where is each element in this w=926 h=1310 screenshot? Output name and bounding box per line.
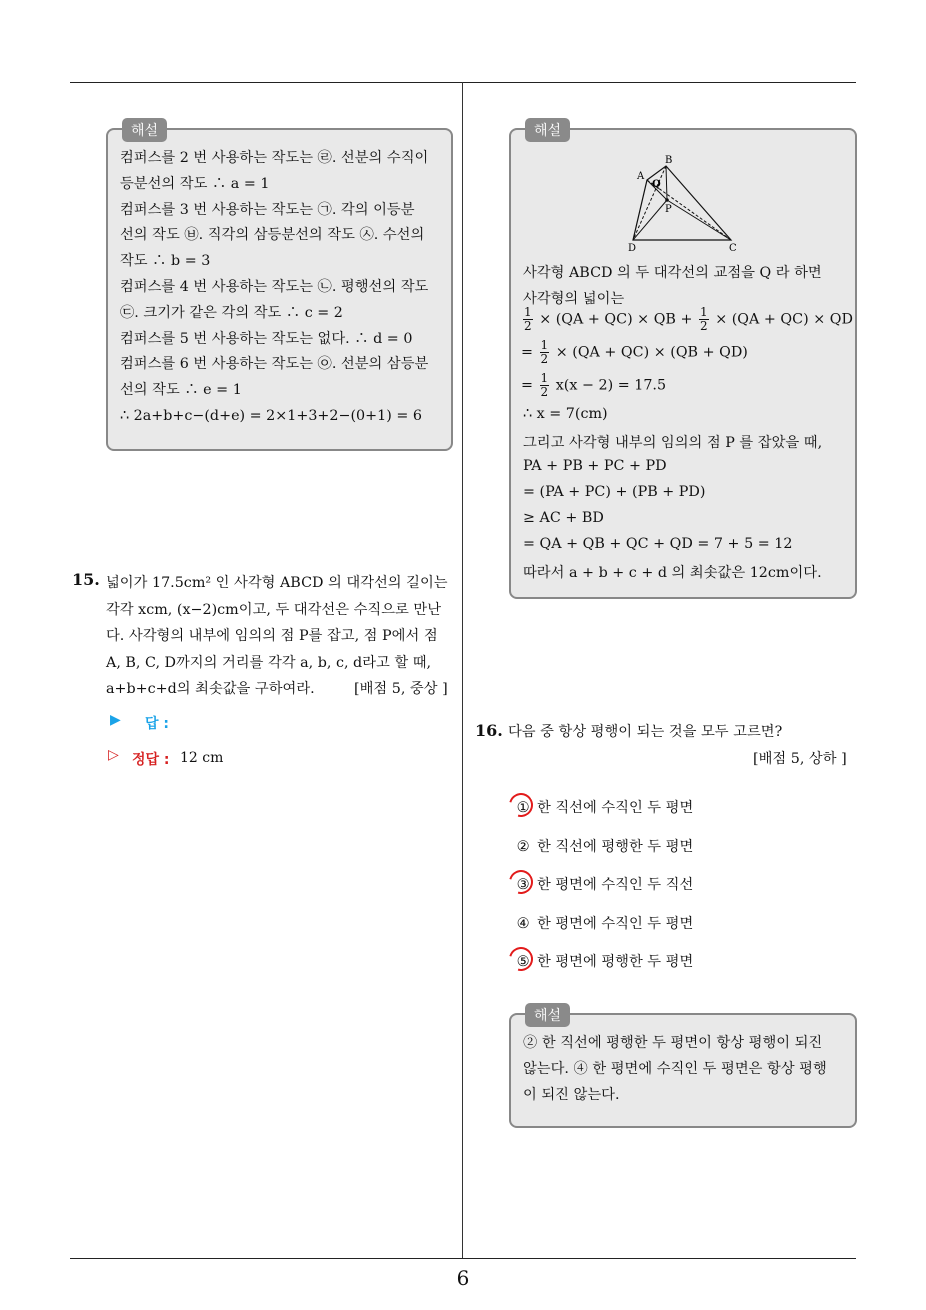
choice-number: ④ bbox=[516, 915, 530, 932]
inequality-1: PA + PB + PC + PD bbox=[523, 458, 667, 474]
fraction-half: $\frac{1}{2}$ bbox=[700, 305, 708, 333]
choice-number: ⑤ bbox=[516, 954, 530, 970]
choice-text: 한 평면에 평행한 두 평면 bbox=[537, 954, 694, 970]
choice-3[interactable] bbox=[513, 874, 693, 894]
label-d: D bbox=[628, 243, 637, 254]
question-16-number: 16. bbox=[475, 721, 503, 740]
quadrilateral-diagram bbox=[611, 152, 771, 262]
label-a: A bbox=[637, 171, 645, 182]
explanation-tag: 해설 bbox=[525, 1003, 570, 1027]
explanation-line: 선의 작도 ㉥. 직각의 삼등분선의 작도 ㉦. 수선의 bbox=[120, 227, 425, 244]
explanation-line: ② 한 직선에 평행한 두 평면이 항상 평행이 되진 bbox=[523, 1035, 823, 1051]
question-15-line: 다. 사각형의 내부에 임의의 점 P를 잡고, 점 P에서 점 bbox=[106, 628, 438, 644]
question-15-number: 15. bbox=[72, 570, 100, 589]
answer-prompt-label: 답 : bbox=[145, 716, 169, 732]
fraction-half: $\frac{1}{2}$ bbox=[540, 371, 549, 399]
fraction-half: $\frac{1}{2}$ bbox=[540, 338, 549, 366]
explanation-line: 컴퍼스를 5 번 사용하는 작도는 없다. ∴ d = 0 bbox=[120, 330, 413, 347]
label-p: P bbox=[665, 204, 672, 215]
equation-3: = $\frac{1}{2}$ x(x − 2) = 17.5 bbox=[521, 371, 667, 399]
question-15-line: 각각 xcm, (x−2)cm이고, 두 대각선은 수직으로 만난 bbox=[106, 601, 442, 618]
label-c: C bbox=[729, 243, 737, 254]
inequality-3: ≥ AC + BD bbox=[523, 510, 604, 526]
choice-text: 한 직선에 수직인 두 평면 bbox=[537, 800, 694, 816]
choice-number: ① bbox=[516, 800, 530, 816]
fraction-half: $\frac{1}{2}$ bbox=[524, 305, 532, 333]
choice-1[interactable] bbox=[513, 797, 693, 817]
bottom-rule bbox=[70, 1258, 856, 1259]
explanation-line: 등분선의 작도 ∴ a = 1 bbox=[120, 175, 270, 192]
question-15-line: 넓이가 17.5cm² 인 사각형 ABCD 의 대각선의 길이는 bbox=[106, 575, 448, 591]
segment-pc bbox=[667, 200, 731, 240]
explanation-line: 않는다. ④ 한 평면에 수직인 두 평면은 항상 평행 bbox=[523, 1060, 827, 1077]
correct-answer-value: 12 cm bbox=[180, 750, 224, 766]
explanation-line: 작도 ∴ b = 3 bbox=[120, 253, 211, 270]
solution-point-p: 그리고 사각형 내부의 임의의 점 P 를 잡았을 때, bbox=[523, 435, 823, 451]
explanation-line: 컴퍼스를 3 번 사용하는 작도는 ㉠. 각의 이등분 bbox=[120, 201, 415, 218]
solution-line-1: 사각형 ABCD 의 두 대각선의 교점을 Q 라 하면 bbox=[523, 265, 822, 281]
top-rule bbox=[70, 82, 856, 83]
choice-number: ② bbox=[516, 838, 530, 855]
explanation-line: 컴퍼스를 6 번 사용하는 작도는 ㉧. 선분의 삼등분 bbox=[120, 356, 429, 373]
label-b: B bbox=[665, 155, 673, 166]
label-q: Q bbox=[652, 179, 661, 190]
conclusion: 따라서 a + b + c + d 의 최솟값은 12cm이다. bbox=[523, 565, 822, 581]
choice-5[interactable] bbox=[513, 951, 693, 971]
point-p bbox=[665, 198, 669, 202]
explanation-line: ∴ 2a+b+c−(d+e) = 2×1+3+2−(0+1) = 6 bbox=[120, 407, 422, 424]
solution-line-2: 사각형의 넓이는 bbox=[523, 291, 625, 307]
correct-answer-icon: ▷ bbox=[108, 747, 119, 763]
equation-2: = $\frac{1}{2}$ × (QA + QC) × (QB + QD) bbox=[521, 338, 748, 366]
question-16-score: [배점 5, 상하 ] bbox=[753, 751, 847, 767]
explanation-line: 컴퍼스를 2 번 사용하는 작도는 ㉣. 선분의 수직이 bbox=[120, 150, 429, 166]
explanation-line: 선의 작도 ∴ e = 1 bbox=[120, 382, 242, 399]
inequality-4: = QA + QB + QC + QD = 7 + 5 = 12 bbox=[523, 536, 793, 552]
right-explanation-box bbox=[509, 123, 857, 599]
explanation-line: 이 되진 않는다. bbox=[523, 1086, 620, 1103]
answer-prompt-icon: ▶ bbox=[110, 712, 121, 728]
question-15-line: a+b+c+d의 최솟값을 구하여라. bbox=[106, 681, 315, 697]
question-15-score: [배점 5, 중상 ] bbox=[354, 681, 448, 697]
column-divider bbox=[462, 82, 463, 1259]
choice-text: 한 직선에 평행한 두 평면 bbox=[537, 838, 694, 855]
explanation-tag: 해설 bbox=[525, 118, 570, 142]
choice-number: ③ bbox=[516, 877, 530, 893]
left-explanation-box bbox=[106, 123, 453, 451]
question-15-line: A, B, C, D까지의 거리를 각각 a, b, c, d라고 할 때, bbox=[106, 654, 432, 671]
equation-1: $\frac{1}{2}$ × (QA + QC) × QB + $\frac{1}{2}$ × (QA + QC) × QD bbox=[524, 305, 853, 333]
choice-text: 한 평면에 수직인 두 평면 bbox=[537, 915, 694, 932]
page-number: 6 bbox=[456, 1266, 470, 1290]
choice-text: 한 평면에 수직인 두 직선 bbox=[537, 877, 694, 893]
quadrilateral-abcd bbox=[633, 166, 731, 240]
bottom-explanation-box bbox=[509, 1008, 857, 1128]
choice-4[interactable] bbox=[513, 913, 693, 933]
inequality-2: = (PA + PC) + (PB + PD) bbox=[523, 484, 706, 500]
question-16-text: 다음 중 항상 평행이 되는 것을 모두 고르면? bbox=[508, 724, 783, 740]
explanation-tag: 해설 bbox=[122, 118, 167, 142]
correct-answer-label: 정답 : bbox=[132, 752, 170, 768]
explanation-line: 컴퍼스를 4 번 사용하는 작도는 ㉡. 평행선의 작도 bbox=[120, 278, 429, 295]
segment-pb bbox=[666, 166, 667, 200]
solution-x: ∴ x = 7(cm) bbox=[523, 406, 608, 422]
explanation-lines bbox=[120, 146, 439, 430]
explanation-lines bbox=[523, 1031, 843, 1108]
choice-2[interactable] bbox=[513, 836, 693, 856]
explanation-line: ㉢. 크기가 같은 각의 작도 ∴ c = 2 bbox=[120, 304, 343, 321]
